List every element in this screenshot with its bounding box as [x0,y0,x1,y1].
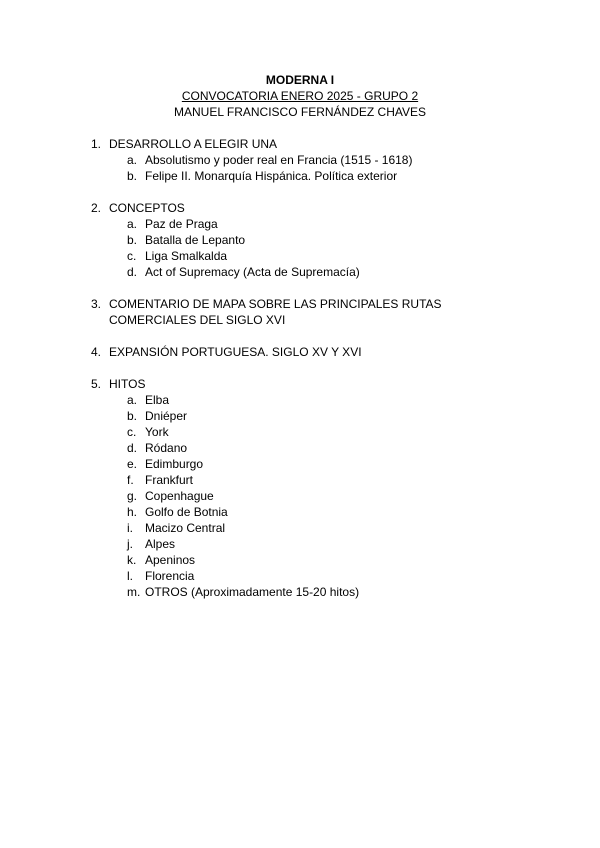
item-letter: b. [127,409,138,423]
list-item [0,536,600,552]
item-text: Ródano [145,441,188,455]
list-item [0,232,600,248]
item-letter: e. [127,457,138,471]
section-number: 3. [91,297,102,311]
exam-topics-list [0,136,600,616]
item-letter: c. [127,425,137,439]
item-letter: j. [127,537,133,551]
item-text: Felipe II. Monarquía Hispánica. Política exterior [145,169,398,183]
item-letter: g. [127,489,138,503]
item-letter: a. [127,393,138,407]
item-letter: f. [127,473,134,487]
document-subtitle: CONVOCATORIA ENERO 2025 - GRUPO 2 [181,89,419,103]
item-text: Batalla de Lepanto [145,233,246,247]
list-item [0,216,600,232]
item-text: Alpes [145,537,176,551]
item-text: Dniéper [145,409,188,423]
item-text: Macizo Central [145,521,226,535]
document-header [0,72,600,120]
item-text: Frankfurt [145,473,194,487]
section-number: 4. [91,345,102,359]
item-text: Absolutismo y poder real en Francia (1515 - 1618) [145,153,413,167]
item-text: Act of Supremacy (Acta de Supremacía) [145,265,360,279]
list-item [0,568,600,584]
list-item [0,424,600,440]
section-1 [0,136,600,184]
list-item [0,168,600,184]
section-2 [0,200,600,280]
list-item [0,520,600,536]
section-5 [0,376,600,600]
section-title: CONCEPTOS [109,201,185,215]
list-item [0,488,600,504]
list-item [0,472,600,488]
list-item [0,456,600,472]
item-text: Copenhague [145,489,214,503]
item-letter: m. [127,585,141,599]
section-number: 2. [91,201,102,215]
list-item [0,552,600,568]
section-title: DESARROLLO A ELEGIR UNA [109,137,278,151]
item-text: Golfo de Botnia [145,505,228,519]
section-title: COMENTARIO DE MAPA SOBRE LAS PRINCIPALES RUTAS COMERCIALES DEL SIGLO XVI [109,297,442,327]
section-4 [0,344,600,360]
item-letter: a. [127,153,138,167]
list-item [0,392,600,408]
item-text: Paz de Praga [145,217,218,231]
list-item [0,440,600,456]
item-letter: d. [127,441,138,455]
document-title: MODERNA I [265,73,335,87]
list-item [0,504,600,520]
list-item [0,248,600,264]
section-title: HITOS [109,377,146,391]
sub-list [109,392,600,600]
item-text: Apeninos [145,553,196,567]
sub-list [109,152,600,184]
item-letter: d. [127,265,138,279]
list-item [0,584,600,600]
item-text: OTROS (Aproximadamente 15-20 hitos) [145,585,360,599]
item-letter: b. [127,169,138,183]
item-text: Elba [145,393,170,407]
item-letter: l. [127,569,133,583]
item-letter: k. [127,553,137,567]
section-number: 1. [91,137,102,151]
item-text: Liga Smalkalda [145,249,228,263]
section-3 [0,296,600,328]
sub-list [109,216,600,280]
item-text: Edimburgo [145,457,204,471]
list-item [0,264,600,280]
list-item [0,152,600,168]
item-letter: b. [127,233,138,247]
item-letter: c. [127,249,137,263]
item-text: Florencia [145,569,195,583]
item-text: York [145,425,169,439]
item-letter: a. [127,217,138,231]
document-author: MANUEL FRANCISCO FERNÁNDEZ CHAVES [173,105,427,119]
section-title: EXPANSIÓN PORTUGUESA. SIGLO XV Y XVI [109,345,362,359]
item-letter: h. [127,505,138,519]
list-item [0,408,600,424]
item-letter: i. [127,521,133,535]
section-number: 5. [91,377,102,391]
